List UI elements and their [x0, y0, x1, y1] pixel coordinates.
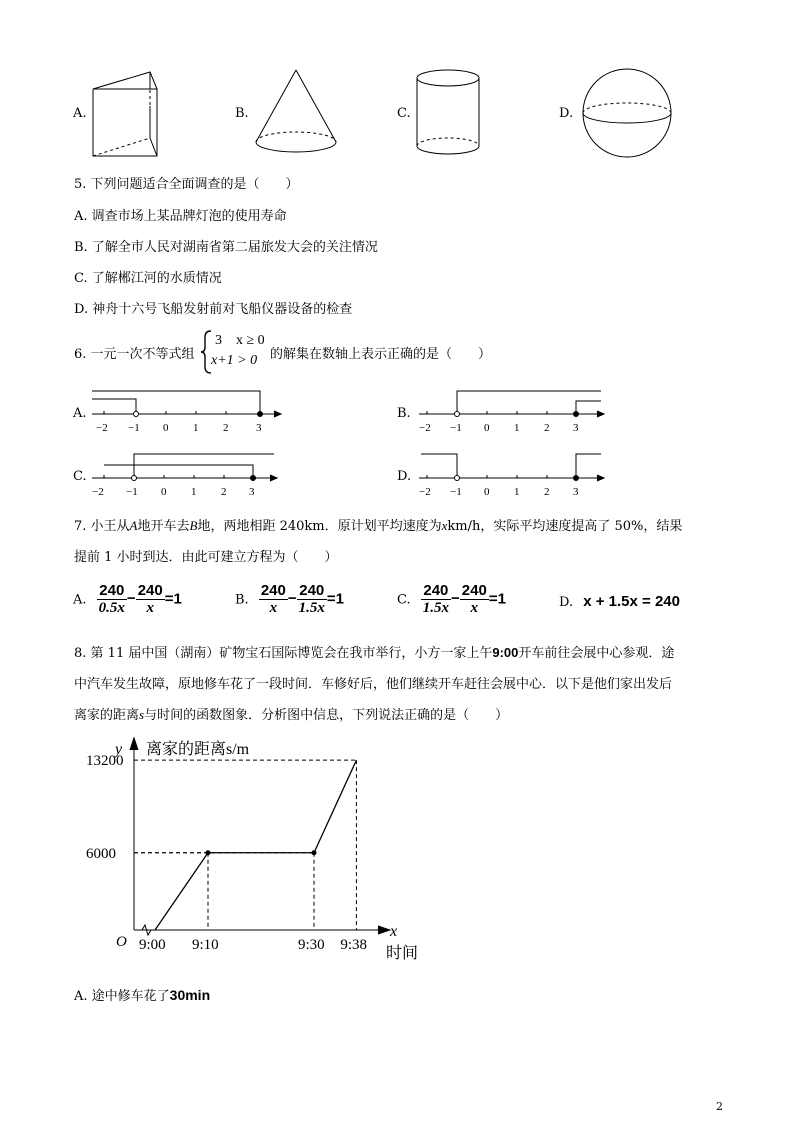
- q5-option-a: A. 调查市场上某品牌灯泡的使用寿命: [74, 209, 287, 224]
- q6-system-line1: 3 x ≥ 0: [215, 333, 265, 348]
- tick-label: 1: [514, 486, 520, 498]
- y-tick-label: 13200: [86, 753, 124, 770]
- q4-option-c-label: C.: [397, 106, 411, 121]
- q6-system-line2: x+1 > 0: [211, 353, 258, 368]
- q4-option-a-label: A.: [73, 106, 87, 121]
- x-axis-var: x: [390, 923, 398, 940]
- series-line: [155, 760, 356, 930]
- q7-option-d: D. x + 1.5x = 240: [559, 593, 680, 610]
- data-point: [206, 850, 211, 855]
- tick-label: −1: [450, 422, 462, 434]
- q6-option-b-label: B.: [397, 406, 411, 421]
- q8-line3: 离家的距离s与时间的函数图象．分析图中信息，下列说法正确的是（ ）: [74, 707, 509, 723]
- origin-label: O: [116, 934, 127, 950]
- tick-label: 3: [249, 486, 255, 498]
- x-axis-label: 时间: [386, 945, 419, 962]
- q5-option-b: B. 了解全市人民对湖南省第二届旅发大会的关注情况: [74, 240, 378, 255]
- tick-label: −1: [450, 486, 462, 498]
- tick-label: −1: [126, 486, 138, 498]
- chart-axes: [130, 738, 390, 934]
- tick-label: 0: [163, 422, 169, 434]
- number-line-c: [88, 449, 288, 501]
- x-tick-label: 9:10: [192, 937, 219, 953]
- q6-option-d-label: D.: [397, 469, 412, 484]
- q6-stem-suffix: 的解集在数轴上表示正确的是（ ）: [270, 347, 492, 362]
- y-axis-label: 离家的距离s/m: [146, 741, 250, 758]
- tick-label: 2: [544, 486, 550, 498]
- x-tick-label: 9:00: [139, 937, 166, 953]
- triangular-prism-icon: [88, 66, 168, 162]
- q8-option-a: A. 途中修车花了30min: [74, 987, 211, 1004]
- q8-line1: 8. 第 11 届中国（湖南）矿物宝石国际博览会在我市举行，小方一家上午9:00开车前往会展中心参观．途: [74, 645, 675, 661]
- cylinder-icon: [414, 66, 486, 160]
- number-line-d: [415, 449, 615, 501]
- q7-option-b: B. $\frac{240}{x}$ − $\frac{240}{1.5x}$ =1: [235, 582, 344, 616]
- tick-label: −2: [96, 422, 108, 434]
- tick-label: 3: [256, 422, 262, 434]
- x-tick-label: 9:38: [340, 937, 368, 953]
- q5-option-c: C. 了解郴江河的水质情况: [74, 271, 222, 286]
- tick-label: −2: [92, 486, 104, 498]
- tick-label: 0: [161, 486, 167, 498]
- tick-label: 0: [484, 422, 490, 434]
- number-line-b: [415, 385, 615, 437]
- q8-line2: 中汽车发生故障，原地修车花了一段时间．车修好后，他们继续开车赶往会展中心．以下是他们家出发后: [74, 677, 673, 692]
- tick-label: 3: [573, 486, 579, 498]
- sphere-icon: [580, 66, 676, 162]
- tick-label: 2: [544, 422, 550, 434]
- tick-label: 1: [193, 422, 199, 434]
- tick-label: 2: [221, 486, 227, 498]
- tick-label: 1: [514, 422, 520, 434]
- tick-label: −2: [419, 422, 431, 434]
- data-point: [312, 850, 317, 855]
- number-line-a: [88, 385, 288, 437]
- tick-label: 1: [191, 486, 197, 498]
- q6-option-c-label: C.: [73, 469, 87, 484]
- q7-option-c: C. $\frac{240}{1.5x}$ − $\frac{240}{x}$ =1: [397, 582, 506, 616]
- page-number: 2: [716, 1100, 723, 1113]
- distance-time-chart: [86, 730, 440, 970]
- q7-line1: 7. 小王从A地开车去B地，两地相距 240km．原计划平均速度为xkm/h，实际平均速度提高了 50%，结果: [74, 518, 683, 534]
- x-tick-label: 9:30: [298, 937, 325, 953]
- tick-label: 3: [573, 422, 579, 434]
- q5-option-d: D. 神舟十六号飞船发射前对飞船仪器设备的检查: [74, 302, 353, 317]
- q5-stem: 5. 下列问题适合全面调查的是（ ）: [74, 177, 299, 192]
- y-tick-label: 6000: [86, 845, 116, 862]
- q7-option-a: A. $\frac{240}{0.5x}$ − $\frac{240}{x}$ =1: [73, 582, 182, 616]
- q4-option-b-label: B.: [235, 106, 249, 121]
- tick-label: −1: [128, 422, 140, 434]
- q6-stem-prefix: 6. 一元一次不等式组: [74, 347, 195, 362]
- y-axis-var: y: [115, 741, 123, 758]
- tick-label: −2: [419, 486, 431, 498]
- q4-option-d-label: D.: [559, 106, 574, 121]
- q7-line2: 提前 1 小时到达．由此可建立方程为（ ）: [74, 550, 338, 565]
- q6-option-a-label: A.: [73, 406, 87, 421]
- cone-icon: [252, 66, 346, 160]
- tick-label: 2: [223, 422, 229, 434]
- tick-label: 0: [484, 486, 490, 498]
